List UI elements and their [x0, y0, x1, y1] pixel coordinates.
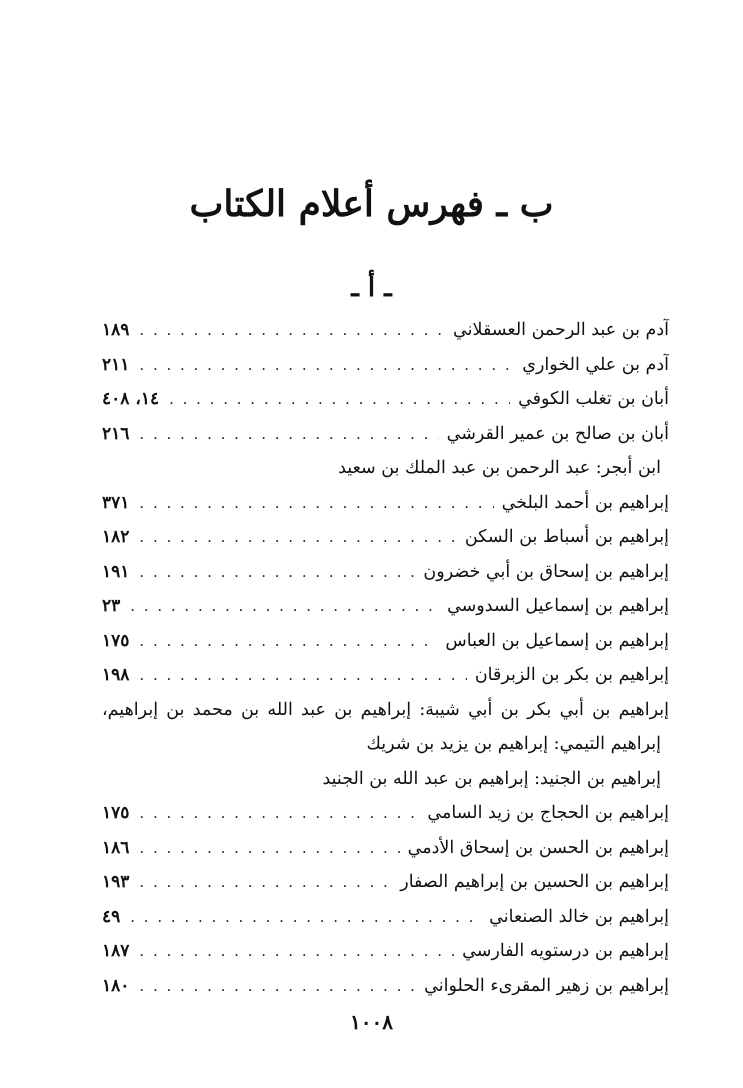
entry-pages: ١٧٥: [102, 803, 130, 824]
dot-leader: [139, 563, 415, 581]
dot-leader: [139, 839, 399, 857]
entry-name: إبراهيم بن أحمد البلخي: [501, 492, 669, 513]
dot-leader: [130, 597, 439, 615]
entry-name: إبراهيم بن بكر بن الزبرقان: [474, 665, 669, 686]
page-title: ب ـ فهرس أعلام الكتاب: [189, 183, 554, 225]
entry-name: إبراهيم بن أسباط بن السكن: [464, 527, 669, 548]
index-entry: [102, 831, 669, 866]
index-entry: [102, 555, 669, 590]
entry-name: إبراهيم بن إسماعيل بن العباس: [445, 630, 669, 651]
entry-name: إبراهيم التيمي: إبراهيم بن يزيد بن شريك: [366, 734, 661, 755]
entry-name: ابن أبجر: عبد الرحمن بن عبد الملك بن سعيد: [338, 458, 661, 479]
entry-pages: ١٨٩: [102, 320, 130, 341]
dot-leader: [139, 942, 454, 960]
index-entry-cross-reference: [102, 693, 669, 728]
entry-name: آدم بن عبد الرحمن العسقلاني: [453, 320, 669, 341]
index-entry: [102, 865, 669, 900]
dot-leader: [139, 632, 437, 650]
dot-leader: [130, 908, 481, 926]
entry-name: أبان بن صالح بن عمير القرشي: [446, 423, 669, 444]
dot-leader: [139, 528, 456, 546]
entry-pages: ٢٣: [102, 596, 121, 617]
index-entry: [102, 969, 669, 1004]
index-entry: [102, 589, 669, 624]
index-entry: [102, 658, 669, 693]
dot-leader: [139, 321, 445, 339]
index-entry: [102, 382, 669, 417]
dot-leader: [139, 666, 466, 684]
index-entry-cross-reference: [102, 451, 669, 486]
entry-name: إبراهيم بن أبي بكر بن أبي شيبة: إبراهيم بن عبد الله بن محمد بن إبراهيم،: [102, 699, 669, 720]
dot-leader: [139, 356, 514, 374]
entry-name: إبراهيم بن خالد الصنعاني: [489, 906, 669, 927]
dot-leader: [139, 873, 392, 891]
entry-pages: ١٩٨: [102, 665, 130, 686]
entry-pages: ١٧٥: [102, 630, 130, 651]
dot-leader: [169, 390, 510, 408]
entry-pages: ٤٩: [102, 906, 121, 927]
dot-leader: [139, 425, 438, 443]
entry-name: إبراهيم بن الحسن بن إسحاق الأدمي: [407, 837, 669, 858]
entry-name: إبراهيم بن الحجاج بن زيد السامي: [427, 803, 669, 824]
index-entry: [102, 486, 669, 521]
entry-pages: ١٨٠: [102, 975, 130, 996]
entry-pages: ٢١١: [102, 354, 130, 375]
entry-pages: ١٨٧: [102, 941, 130, 962]
page-number: ١٠٠٨: [350, 1010, 393, 1034]
index-entry: [102, 520, 669, 555]
entry-pages: ٣٧١: [102, 492, 130, 513]
entry-pages: ١٤، ٤٠٨: [102, 389, 160, 410]
entry-pages: ٢١٦: [102, 423, 130, 444]
entry-pages: ١٩١: [102, 561, 130, 582]
entry-name: إبراهيم بن درستويه الفارسي: [462, 941, 669, 962]
entry-name: إبراهيم بن الجنيد: إبراهيم بن عبد الله بن الجنيد: [322, 768, 661, 789]
entry-name: آدم بن علي الخواري: [522, 354, 669, 375]
index-entry-cross-reference: [102, 727, 669, 762]
section-heading: ـ أ ـ: [351, 273, 392, 303]
index-entries: [102, 313, 669, 1003]
dot-leader: [139, 494, 493, 512]
index-entry: [102, 624, 669, 659]
index-entry: [102, 348, 669, 383]
entry-name: أبان بن تغلب الكوفي: [518, 389, 669, 410]
index-entry: [102, 313, 669, 348]
entry-name: إبراهيم بن إسماعيل السدوسي: [447, 596, 669, 617]
dot-leader: [139, 977, 416, 995]
entry-pages: ١٨٢: [102, 527, 130, 548]
index-entry: [102, 934, 669, 969]
entry-name: إبراهيم بن الحسين بن إبراهيم الصفار: [400, 872, 669, 893]
entry-pages: ١٩٣: [102, 872, 130, 893]
entry-name: إبراهيم بن زهير المقرىء الحلواني: [424, 975, 669, 996]
index-entry: [102, 900, 669, 935]
dot-leader: [139, 804, 419, 822]
index-entry: [102, 417, 669, 452]
index-entry: [102, 796, 669, 831]
index-entry-cross-reference: [102, 762, 669, 797]
entry-name: إبراهيم بن إسحاق بن أبي خضرون: [423, 561, 669, 582]
entry-pages: ١٨٦: [102, 837, 130, 858]
